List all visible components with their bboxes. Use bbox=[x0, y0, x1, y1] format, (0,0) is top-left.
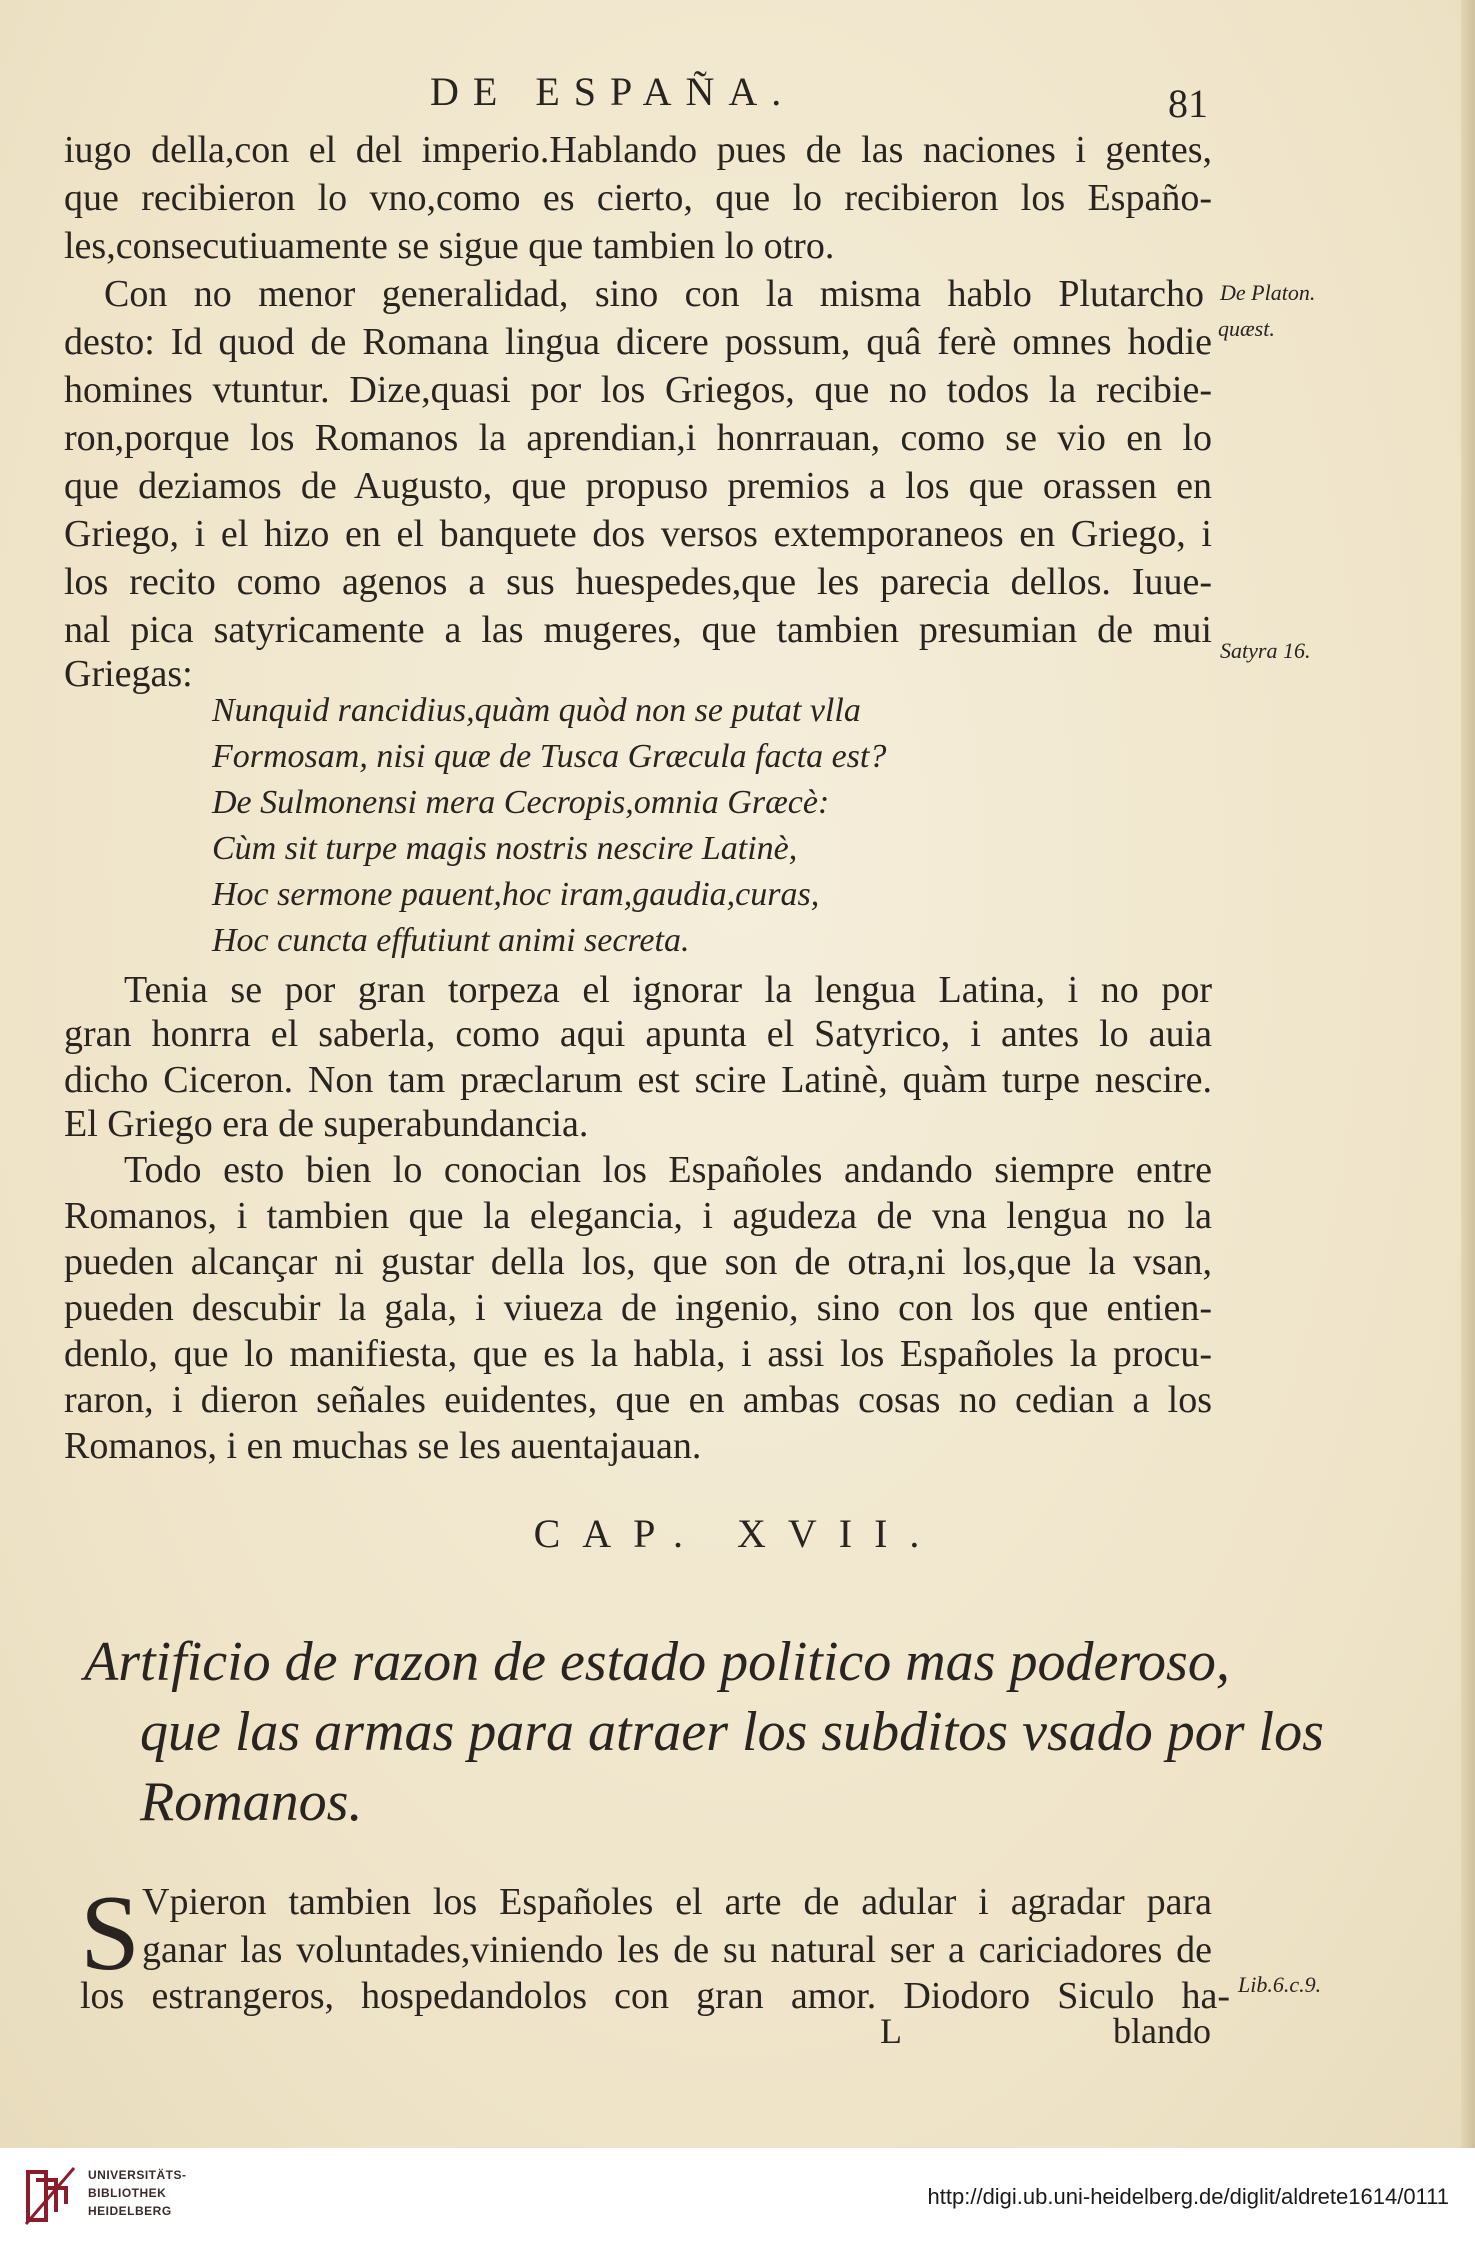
text-line: pueden descubir la gala, i viueza de ingenio, sino con los que entien- bbox=[64, 1287, 1212, 1329]
verse-line: Formosam, nisi quæ de Tusca Græcula facta est? bbox=[212, 738, 887, 775]
verse-line: Nunquid rancidius,quàm quòd non se putat vlla bbox=[212, 692, 861, 729]
text-line: Griegas: bbox=[64, 653, 193, 695]
chapter-title-line: Romanos. bbox=[140, 1771, 363, 1833]
running-header: DE ESPAÑA. bbox=[430, 69, 796, 114]
text-line: nal pica satyricamente a las mugeres, que tambien presumian de mui bbox=[64, 609, 1212, 651]
source-url-link[interactable]: http://digi.ub.uni-heidelberg.de/diglit/aldrete1614/0111 bbox=[927, 2184, 1449, 2209]
page-number: 81 bbox=[1168, 81, 1208, 126]
text-line: Romanos, i en muchas se les auentajauan. bbox=[64, 1425, 702, 1467]
verse-line: Hoc cuncta effutiunt animi secreta. bbox=[212, 922, 690, 959]
text-line: Tenia se por gran torpeza el ignorar la lengua Latina, i no por bbox=[124, 969, 1212, 1011]
logo-text-line: HEIDELBERG bbox=[88, 2204, 172, 2218]
text-line: que deziamos de Augusto, que propuso premios a los que orassen en bbox=[64, 465, 1212, 507]
chapter-title-line: que las armas para atraer los subditos vsado por los bbox=[140, 1701, 1324, 1763]
text-line: iugo della,con el del imperio.Hablando pues de las naciones i gentes, bbox=[64, 129, 1212, 171]
text-line: homines vtuntur. Dize,quasi por los Griegos, que no todos la recibie- bbox=[64, 369, 1212, 411]
verse-line: Hoc sermone pauent,hoc iram,gaudia,curas, bbox=[212, 876, 820, 913]
text-line: denlo, que lo manifiesta, que es la habla, i assi los Españoles la procu- bbox=[64, 1333, 1212, 1375]
text-line: desto: Id quod de Romana lingua dicere possum, quâ ferè omnes hodie bbox=[64, 321, 1212, 363]
text-line: los estrangeros, hospedandolos con gran amor. Diodoro Siculo ha- bbox=[80, 1975, 1230, 2017]
footer-bar bbox=[0, 2148, 1475, 2255]
margin-note: Satyra 16. bbox=[1220, 638, 1311, 663]
text-line: los recito como agenos a sus huespedes,que les parecia dellos. Iuue- bbox=[64, 561, 1212, 603]
text-line: El Griego era de superabundancia. bbox=[64, 1103, 589, 1145]
text-line: Con no menor generalidad, sino con la misma hablo Plutarcho bbox=[104, 273, 1204, 315]
text-line: Griego, i el hizo en el banquete dos versos extemporaneos en Griego, i bbox=[64, 513, 1212, 555]
text-line: que recibieron lo vno,como es cierto, que lo recibieron los Españo- bbox=[64, 177, 1212, 219]
chapter-title-line: Artificio de razon de estado politico mas poderoso, bbox=[84, 1631, 1230, 1693]
drop-cap-letter: S bbox=[80, 1874, 141, 1993]
text-line: Vpieron tambien los Españoles el arte de adular i agradar para bbox=[142, 1881, 1212, 1923]
text-line: gran honrra el saberla, como aqui apunta el Satyrico, i antes lo auia bbox=[64, 1013, 1212, 1055]
catchword: blando bbox=[1113, 2011, 1211, 2051]
logo-text-line: BIBLIOTHEK bbox=[88, 2186, 167, 2200]
text-line: ron,porque los Romanos la aprendian,i honrrauan, como se vio en lo bbox=[64, 417, 1212, 459]
margin-note: Lib.6.c.9. bbox=[1238, 1972, 1322, 1997]
text-line: ganar las voluntades,viniendo les de su natural ser a cariciadores de bbox=[142, 1929, 1212, 1971]
text-line: Romanos, i tambien que la elegancia, i agudeza de vna lengua no la bbox=[64, 1195, 1212, 1237]
verse-line: De Sulmonensi mera Cecropis,omnia Græcè: bbox=[212, 784, 830, 821]
text-line: Todo esto bien lo conocian los Españoles andando siempre entre bbox=[124, 1149, 1212, 1191]
text-line: les,consecutiuamente se sigue que tambien lo otro. bbox=[64, 225, 835, 267]
text-line: dicho Ciceron. Non tam præclarum est scire Latinè, quàm turpe nescire. bbox=[64, 1059, 1212, 1101]
signature-mark: L bbox=[880, 2011, 902, 2051]
verse-line: Cùm sit turpe magis nostris nescire Latinè, bbox=[212, 830, 798, 867]
text-line: pueden alcançar ni gustar della los, que son de otra,ni los,que la vsan, bbox=[64, 1241, 1212, 1283]
logo-text-line: UNIVERSITÄTS- bbox=[88, 2168, 187, 2182]
margin-note: De Platon. bbox=[1220, 280, 1316, 305]
text-line: raron, i dieron señales euidentes, que en ambas cosas no cedian a los bbox=[64, 1379, 1212, 1421]
university-logo-icon bbox=[22, 2164, 78, 2228]
margin-note: quæst. bbox=[1218, 316, 1275, 341]
page-spine-edge bbox=[1461, 0, 1475, 2148]
chapter-number: CAP. XVII. bbox=[533, 1511, 942, 1556]
